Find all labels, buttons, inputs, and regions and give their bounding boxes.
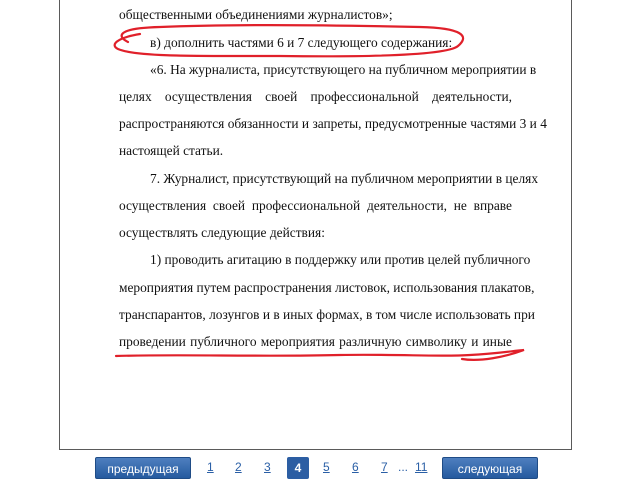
previous-page-button[interactable]: предыдущая (95, 457, 191, 479)
text-line (119, 198, 512, 214)
text-line: «6. На журналиста, присутствующего на публичном мероприятии в (150, 62, 537, 77)
word: и (471, 334, 479, 349)
word: осуществления (164, 89, 252, 104)
word: своей (212, 198, 246, 213)
page-link-1[interactable]: 1 (207, 460, 214, 474)
page-link-7[interactable]: 7 (381, 460, 388, 474)
page-link-5[interactable]: 5 (323, 460, 330, 474)
text-line: 1) проводить агитацию в поддержку или против целей публичного (150, 252, 531, 267)
page-link-11[interactable]: 11 (415, 460, 428, 474)
text-line: настоящей статьи. (119, 143, 224, 158)
word: проведении (119, 334, 186, 349)
underlined-text-line (119, 334, 512, 350)
pagination-ellipsis: ... (398, 460, 409, 474)
word: иные (482, 334, 512, 349)
page-link-2[interactable]: 2 (235, 460, 242, 474)
highlighted-text-line: в) дополнить частями 6 и 7 следующего содержания: (150, 35, 453, 50)
next-page-button[interactable]: следующая (442, 457, 538, 479)
pagination (0, 456, 640, 480)
text-line: транспарантов, лозунгов и в иных формах, в том числе использовать при (119, 307, 535, 322)
page-link-3[interactable]: 3 (264, 460, 271, 474)
word: профессиональной (251, 198, 361, 213)
text-line (119, 89, 512, 105)
word: своей (265, 89, 298, 104)
word: осуществления (119, 198, 207, 213)
current-page-indicator: 4 (287, 457, 309, 479)
text-line: распространяются обязанности и запреты, предусмотренные частями 3 и 4 (119, 116, 547, 131)
word: мероприятия (260, 334, 335, 349)
word: символику (405, 334, 467, 349)
word: деятельности, (431, 89, 512, 104)
text-line: мероприятия путем распространения листовок, использования плакатов, (119, 280, 535, 295)
word: публичного (190, 334, 257, 349)
word: не (453, 198, 467, 213)
word: целях (119, 89, 152, 104)
text-line: 7. Журналист, присутствующий на публичном мероприятии в целях (150, 171, 539, 186)
page-link-6[interactable]: 6 (352, 460, 359, 474)
word: вправе (473, 198, 512, 213)
word: деятельности, (366, 198, 447, 213)
word: различную (339, 334, 402, 349)
text-line: общественными объединениями журналистов»; (119, 7, 393, 22)
word: профессиональной (310, 89, 419, 104)
text-line: осуществлять следующие действия: (119, 225, 325, 240)
